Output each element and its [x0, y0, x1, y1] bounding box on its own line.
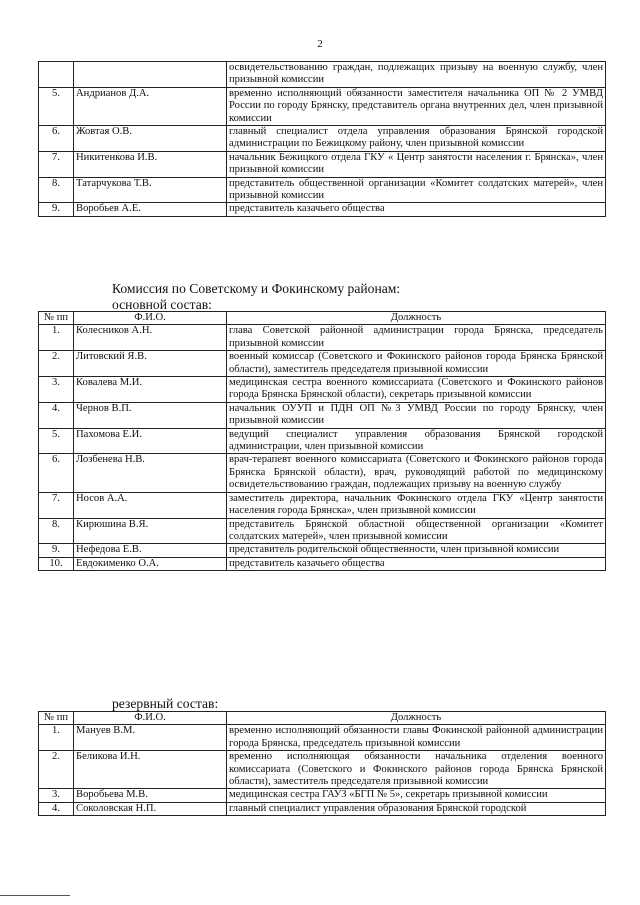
table-row: [39, 151, 606, 177]
table-row: [39, 402, 606, 428]
row-number: [39, 62, 74, 88]
member-position: начальник ОУУП и ПДН ОП №3 УМВД России по городу Брянску, член призывной комиссии: [227, 402, 606, 428]
table-row: [39, 751, 606, 789]
member-position: медицинская сестра военного комиссариата (Советского и Фокинского районов города Брянска Брянской области), секретарь призывной комиссии: [227, 377, 606, 403]
row-number: 8.: [39, 177, 74, 203]
column-header-position: Должность: [227, 312, 606, 325]
member-name: Андрианов Д.А.: [74, 87, 227, 125]
member-name: Татарчукова Т.В.: [74, 177, 227, 203]
table-row: [39, 126, 606, 152]
member-position: представитель Брянской областной общественной организации «Комитет солдатских матерей», член призывной комиссии: [227, 518, 606, 544]
member-position: врач-терапевт военного комиссариата (Советского и Фокинского районов города Брянска Брянской области), врач, руководящий работой по медицинскому освидетельствованию граждан, подлежащих призыву на военную службу: [227, 454, 606, 492]
row-number: 3.: [39, 789, 74, 802]
column-header-number: № пп: [39, 312, 74, 325]
table-row: [39, 802, 606, 815]
row-number: 2.: [39, 351, 74, 377]
row-number: 10.: [39, 557, 74, 570]
member-position: главный специалист отдела управления образования Брянской городской администрации по Бежицкому району, член призывной комиссии: [227, 126, 606, 152]
member-name: [74, 62, 227, 88]
member-position: военный комиссар (Советского и Фокинского районов города Брянска Брянской области), заместитель председателя призывной комиссии: [227, 351, 606, 377]
member-name: Колесников А.Н.: [74, 325, 227, 351]
section-heading: [112, 281, 400, 313]
row-number: 7.: [39, 492, 74, 518]
member-name: Лозбенева Н.В.: [74, 454, 227, 492]
table-header-row: [39, 312, 606, 325]
member-name: Жовтая О.В.: [74, 126, 227, 152]
column-header-name: Ф.И.О.: [74, 312, 227, 325]
row-number: 2.: [39, 751, 74, 789]
table-row: [39, 492, 606, 518]
row-number: 9.: [39, 203, 74, 216]
section-title: Комиссия по Советскому и Фокинскому районам:: [112, 281, 401, 296]
member-name: Ковалева М.И.: [74, 377, 227, 403]
column-header-number: № пп: [39, 712, 74, 725]
row-number: 6.: [39, 454, 74, 492]
table-row: [39, 203, 606, 216]
member-name: Мануев В.М.: [74, 725, 227, 751]
section-subtitle: основной состав:: [112, 297, 212, 312]
table-header-row: [39, 712, 606, 725]
page-number: 2: [317, 38, 323, 50]
table-row: [39, 789, 606, 802]
member-name: Беликова И.Н.: [74, 751, 227, 789]
member-name: Литовский Я.В.: [74, 351, 227, 377]
table-row: [39, 557, 606, 570]
member-position: заместитель директора, начальник Фокинского отдела ГКУ «Центр занятости населения города Брянска», член призывной комиссии: [227, 492, 606, 518]
row-number: 6.: [39, 126, 74, 152]
section-heading: [112, 696, 218, 712]
commission-table-continued: [38, 61, 606, 217]
table-row: [39, 428, 606, 454]
member-position: временно исполняющая обязанности начальника отделения военного комиссариата (Советского и Фокинского районов города Брянска Брянской области), заместитель председателя призывной комиссии: [227, 751, 606, 789]
member-name: Чернов В.П.: [74, 402, 227, 428]
table-row: [39, 544, 606, 557]
member-name: Воробьева М.В.: [74, 789, 227, 802]
table-row: [39, 454, 606, 492]
member-name: Соколовская Н.П.: [74, 802, 227, 815]
table-row: [39, 177, 606, 203]
reserve-composition-table: [38, 711, 606, 816]
row-number: 1.: [39, 325, 74, 351]
row-number: 8.: [39, 518, 74, 544]
member-position: представитель казачьего общества: [227, 557, 606, 570]
member-position: начальник Бежицкого отдела ГКУ « Центр занятости населения г. Брянска», член призывной комиссии: [227, 151, 606, 177]
member-position: главный специалист управления образования Брянской городской: [227, 802, 606, 815]
member-name: Носов А.А.: [74, 492, 227, 518]
member-position: медицинская сестра ГАУЗ «БГП № 5», секретарь призывной комиссии: [227, 789, 606, 802]
member-position: представитель общественной организации «Комитет солдатских матерей», член призывной комиссии: [227, 177, 606, 203]
section-subtitle: резервный состав:: [112, 696, 219, 711]
table-row: [39, 725, 606, 751]
member-position: освидетельствованию граждан, подлежащих призыву на военную службу, член призывной комиссии: [227, 62, 606, 88]
member-position: представитель казачьего общества: [227, 203, 606, 216]
scan-artifact-line: [0, 895, 70, 896]
table-row: [39, 325, 606, 351]
table-row: [39, 518, 606, 544]
column-header-name: Ф.И.О.: [74, 712, 227, 725]
table-row: [39, 62, 606, 88]
table-row: [39, 351, 606, 377]
row-number: 9.: [39, 544, 74, 557]
member-position: ведущий специалист управления образования Брянской городской администрации, член призывной комиссии: [227, 428, 606, 454]
row-number: 3.: [39, 377, 74, 403]
column-header-position: Должность: [227, 712, 606, 725]
row-number: 7.: [39, 151, 74, 177]
row-number: 5.: [39, 428, 74, 454]
row-number: 4.: [39, 802, 74, 815]
member-position: временно исполняющий обязанности главы Фокинской районной администрации города Брянска, председатель призывной комиссии: [227, 725, 606, 751]
main-composition-table: [38, 311, 606, 571]
member-name: Евдокименко О.А.: [74, 557, 227, 570]
table-row: [39, 377, 606, 403]
row-number: 4.: [39, 402, 74, 428]
table-row: [39, 87, 606, 125]
row-number: 5.: [39, 87, 74, 125]
row-number: 1.: [39, 725, 74, 751]
member-name: Воробьев А.Е.: [74, 203, 227, 216]
member-position: представитель родительской общественности, член призывной комиссии: [227, 544, 606, 557]
member-position: временно исполняющий обязанности заместителя начальника ОП № 2 УМВД России по городу Брянску, представитель органа внутренних дел, член призывной комиссии: [227, 87, 606, 125]
member-name: Кирюшина В.Я.: [74, 518, 227, 544]
member-name: Нефедова Е.В.: [74, 544, 227, 557]
member-position: глава Советской районной администрации города Брянска, председатель призывной комиссии: [227, 325, 606, 351]
member-name: Никитенкова И.В.: [74, 151, 227, 177]
member-name: Пахомова Е.И.: [74, 428, 227, 454]
